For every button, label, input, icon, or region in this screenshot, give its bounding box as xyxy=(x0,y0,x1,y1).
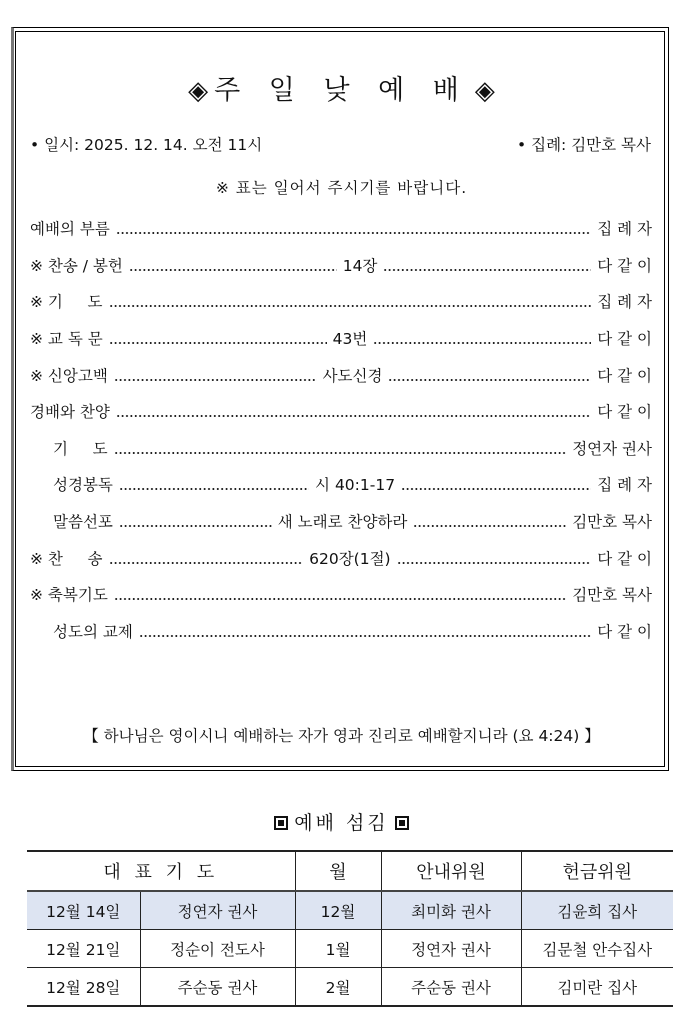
order-item-leader: 집 례 자 xyxy=(597,293,652,312)
square-bullet-icon xyxy=(395,816,409,830)
dot-leader xyxy=(373,330,591,346)
service-info xyxy=(30,133,651,155)
duty-section-title xyxy=(0,808,683,835)
prayer-person: 주순동 권사 xyxy=(140,968,295,1007)
order-item-leader: 다 같 이 xyxy=(597,256,652,275)
usher-person: 주순동 권사 xyxy=(381,968,521,1007)
order-item-leader: 다 같 이 xyxy=(597,403,652,422)
order-item-leader: 김만호 목사 xyxy=(572,586,652,605)
order-item-detail: 시 40:1-17 xyxy=(315,476,396,495)
table-row xyxy=(27,968,673,1007)
order-item-label: 기 도 xyxy=(53,439,108,458)
header-representative-prayer: 대 표 기 도 xyxy=(27,851,295,891)
order-item-leader: 다 같 이 xyxy=(597,366,652,385)
order-item-leader: 다 같 이 xyxy=(597,330,652,349)
dot-leader xyxy=(116,403,591,419)
square-bullet-icon xyxy=(274,816,288,830)
order-item xyxy=(30,393,652,430)
order-item xyxy=(30,503,652,540)
header-month: 월 xyxy=(295,851,381,891)
dot-leader xyxy=(114,586,566,602)
dot-leader xyxy=(109,293,592,309)
order-item-label: ※ 찬 송 xyxy=(30,549,103,568)
prayer-date: 12월 14일 xyxy=(46,902,121,921)
order-item-label: ※ 신앙고백 xyxy=(30,366,108,385)
order-item-leader: 집 례 자 xyxy=(597,476,652,495)
dot-leader xyxy=(413,513,566,529)
order-item-detail: 620장(1절) xyxy=(309,549,391,568)
order-item-label: 성도의 교제 xyxy=(53,622,133,641)
order-item xyxy=(30,430,652,467)
order-item xyxy=(30,210,652,247)
duty-month: 12월 xyxy=(295,891,381,930)
dot-leader xyxy=(401,476,591,492)
duty-table xyxy=(27,850,673,1007)
dot-leader xyxy=(109,550,304,566)
dot-leader xyxy=(383,257,591,273)
scripture-verse: 【 하나님은 영이시니 예배하는 자가 영과 진리로 예배할지니라 (요 4:24) 】 xyxy=(83,727,600,745)
offering-person: 김미란 집사 xyxy=(521,968,673,1007)
order-item xyxy=(30,356,652,393)
dot-leader xyxy=(397,550,592,566)
header-usher: 안내위원 xyxy=(381,851,521,891)
dot-leader xyxy=(129,257,337,273)
duty-month: 2월 xyxy=(295,968,381,1007)
order-item xyxy=(30,539,652,576)
order-item xyxy=(30,613,652,650)
order-item xyxy=(30,247,652,284)
order-item-label: ※ 교 독 문 xyxy=(30,330,103,349)
usher-person: 최미화 권사 xyxy=(381,891,521,930)
order-item-label: 예배의 부름 xyxy=(30,220,110,239)
order-of-worship xyxy=(30,210,652,649)
dot-leader xyxy=(109,330,327,346)
order-item-leader: 집 례 자 xyxy=(597,220,652,239)
prayer-date: 12월 28일 xyxy=(46,978,121,997)
order-item-leader: 다 같 이 xyxy=(597,622,652,641)
offering-person: 김윤희 집사 xyxy=(521,891,673,930)
service-leader: • 집례: 김만호 목사 xyxy=(517,136,651,154)
dot-leader xyxy=(388,367,591,383)
order-item-label: 말씀선포 xyxy=(53,513,113,532)
order-item-label: 성경봉독 xyxy=(53,476,113,495)
order-item xyxy=(30,283,652,320)
diamond-ornament-icon: ◈ xyxy=(474,76,495,106)
dot-leader xyxy=(116,220,591,236)
standing-notice: ※ 표는 일어서 주시기를 바랍니다. xyxy=(215,179,468,197)
header-offering: 헌금위원 xyxy=(521,851,673,891)
dot-leader xyxy=(114,440,567,456)
table-row xyxy=(27,930,673,968)
sermon-title: 새 노래로 찬양하라 xyxy=(277,513,408,532)
order-item-label: ※ 축복기도 xyxy=(30,586,108,605)
order-item xyxy=(30,466,652,503)
duty-month: 1월 xyxy=(295,930,381,968)
order-item-label: ※ 찬송 / 봉헌 xyxy=(30,256,123,275)
order-item xyxy=(30,320,652,357)
order-item-label: 경배와 찬양 xyxy=(30,403,110,422)
order-item xyxy=(30,576,652,613)
service-title xyxy=(0,68,683,107)
order-item-leader: 다 같 이 xyxy=(597,549,652,568)
dot-leader xyxy=(139,623,591,639)
dot-leader xyxy=(119,513,272,529)
diamond-ornament-icon: ◈ xyxy=(188,76,209,106)
offering-person: 김문철 안수집사 xyxy=(521,930,673,968)
dot-leader xyxy=(119,476,309,492)
prayer-person: 정연자 권사 xyxy=(140,891,295,930)
service-title-text: 주 일 낮 예 배 xyxy=(214,75,469,106)
order-item-detail: 43번 xyxy=(332,330,368,349)
order-item-label: ※ 기 도 xyxy=(30,293,103,312)
prayer-date: 12월 21일 xyxy=(46,940,121,959)
table-row xyxy=(27,891,673,930)
order-item-detail: 14장 xyxy=(342,256,378,275)
service-datetime: • 일시: 2025. 12. 14. 오전 11시 xyxy=(30,136,263,154)
order-item-detail: 사도신경 xyxy=(322,366,383,385)
order-item-leader: 김만호 목사 xyxy=(572,513,652,532)
duty-table-header xyxy=(27,851,673,891)
prayer-person: 정순이 전도사 xyxy=(140,930,295,968)
usher-person: 정연자 권사 xyxy=(381,930,521,968)
duty-section-title-text: 예배 섬김 xyxy=(294,812,389,834)
dot-leader xyxy=(114,367,317,383)
order-item-leader: 정연자 권사 xyxy=(572,439,652,458)
